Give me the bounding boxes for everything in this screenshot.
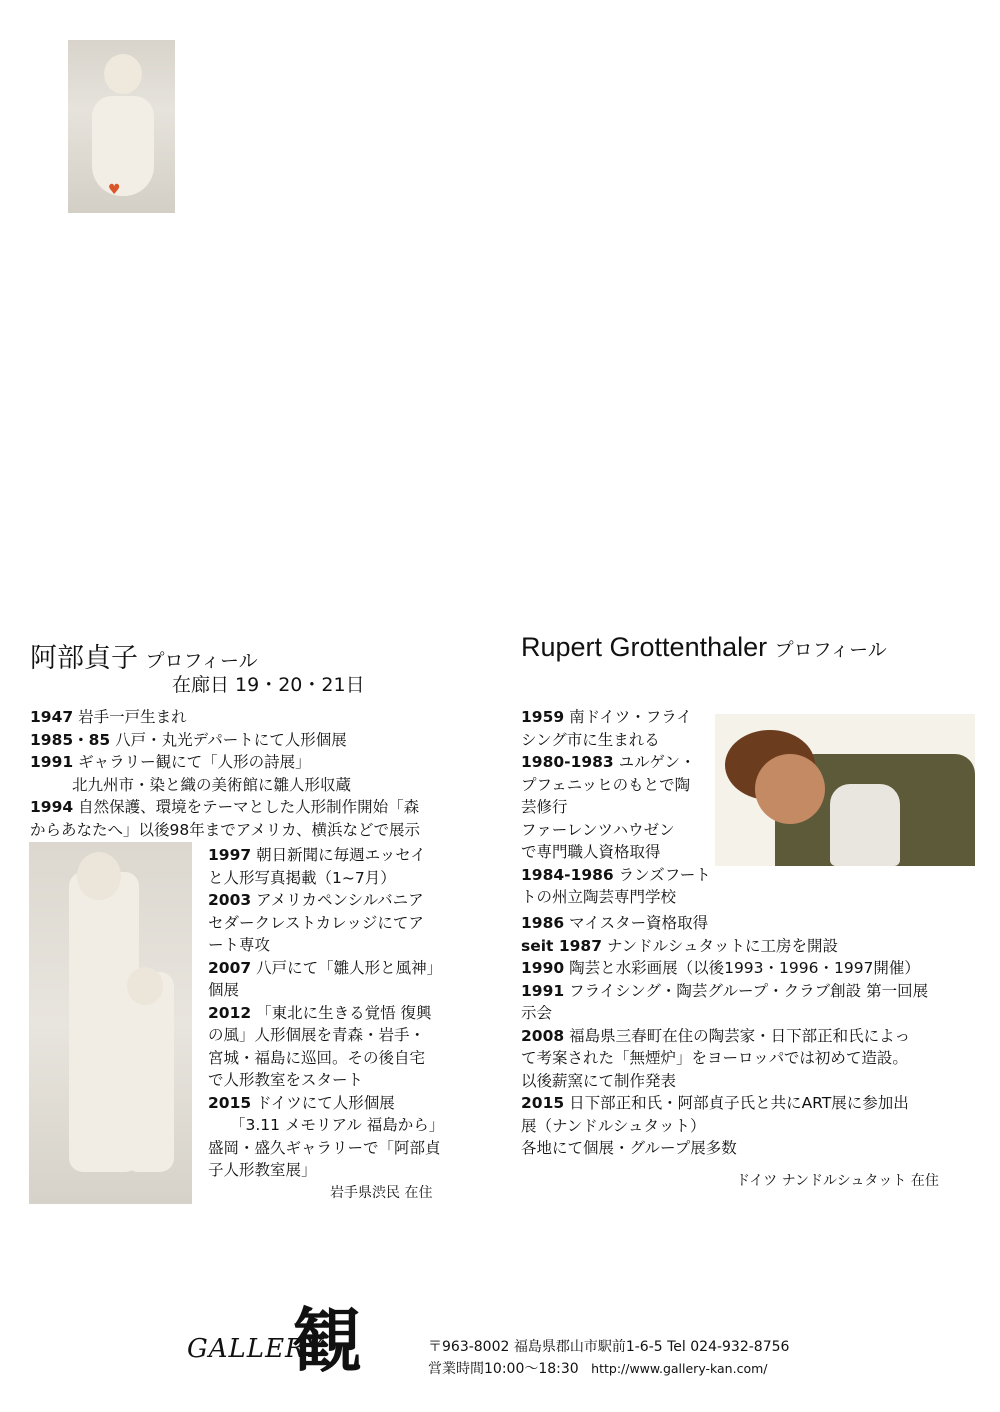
footer-hours: 営業時間10:00〜18:30 [428, 1361, 579, 1377]
list-item: 以後薪窯にて制作発表 [521, 1071, 677, 1090]
gallery-kan-char: 観 [292, 1299, 362, 1382]
right-residence: ドイツ ナンドルシュタット 在住 [736, 1173, 939, 1189]
left-profile-label: プロフィール [145, 651, 258, 672]
right-profile-heading [521, 632, 887, 663]
left-entries-top [30, 706, 420, 841]
list-item: 芸修行 [521, 798, 568, 816]
list-item: ート専攻 [208, 936, 271, 954]
right-entries-side [521, 706, 711, 909]
list-item: 1980-1983 ユルゲン・ [521, 753, 696, 771]
footer-hours-line [428, 1358, 768, 1380]
list-item: 1984-1986 ランズフート [521, 865, 711, 884]
list-item: 1994 自然保護、環境をテーマとした人形制作開始「森 [30, 798, 420, 816]
list-item: 1990 陶芸と水彩画展（以後1993・1996・1997開催） [521, 959, 920, 977]
list-item: 1991 ギャラリー観にて「人形の詩展」 [30, 753, 311, 771]
gallery-days: 在廊日 19・20・21日 [172, 674, 365, 696]
list-item: 各地にて個展・グループ展多数 [521, 1139, 737, 1157]
list-item: 1947 岩手一戸生まれ [30, 708, 187, 726]
list-item: の風」人形個展を青森・岩手・ [208, 1026, 426, 1044]
list-item: 1985・85 八戸・丸光デパートにて人形個展 [30, 730, 347, 749]
left-residence: 岩手県渋民 在住 [330, 1185, 433, 1201]
right-artist-name: Rupert Grottenthaler [521, 632, 768, 662]
right-profile-label: プロフィール [774, 640, 887, 661]
potter-photo [715, 714, 975, 866]
doll-photo-large [29, 842, 192, 1204]
list-item: 2012 「東北に生きる覚悟 復興 [208, 1003, 432, 1022]
list-item: 2003 アメリカペンシルバニア [208, 891, 424, 909]
list-item: seit 1987 ナンドルシュタットに工房を開設 [521, 936, 838, 955]
list-item: シング市に生まれる [521, 730, 660, 749]
list-item: と人形写真掲載（1~7月） [208, 868, 396, 887]
list-item: 1997 朝日新聞に毎週エッセイ [208, 846, 426, 864]
list-item: で人形教室をスタート [208, 1071, 364, 1089]
list-item: プフェニッヒのもとで陶 [521, 775, 691, 794]
list-item: 子人形教室展」 [208, 1161, 317, 1179]
list-item: 2015 日下部正和氏・阿部貞子氏と共にART展に参加出 [521, 1094, 909, 1112]
footer-address: 〒963-8002 福島県郡山市駅前1-6-5 Tel 024-932-8756 [428, 1339, 790, 1355]
gallery-word: GALLERY [187, 1334, 323, 1364]
list-item: 1991 フライシング・陶芸グループ・クラブ創設 第一回展 [521, 981, 929, 1000]
list-item: 盛岡・盛久ギャラリーで「阿部貞 [208, 1138, 441, 1157]
list-item: 「3.11 メモリアル 福島から」 [230, 1116, 445, 1134]
list-item: 2007 八戸にて「雛人形と風神」 [208, 958, 443, 977]
list-item: 宮城・福島に巡回。その後自宅 [208, 1048, 426, 1067]
list-item: 1959 南ドイツ・フライ [521, 708, 692, 726]
list-item: 2008 福島県三春町在住の陶芸家・日下部正和氏によっ [521, 1026, 911, 1045]
list-item: で専門職人資格取得 [521, 843, 661, 861]
list-item: 1986 マイスター資格取得 [521, 914, 709, 932]
list-item: ファーレンツハウゼン [521, 820, 675, 839]
list-item: 個展 [208, 981, 240, 999]
left-artist-name: 阿部貞子 [30, 643, 138, 673]
list-item: 展（ナンドルシュタット） [521, 1116, 706, 1135]
gallery-logo [187, 1298, 387, 1384]
doll-photo-small: ♥ [68, 40, 175, 213]
list-item: て考案された「無煙炉」をヨーロッパでは初めて造設。 [521, 1049, 908, 1067]
list-item: 示会 [521, 1004, 553, 1022]
right-entries-full [521, 912, 928, 1160]
list-item: セダークレストカレッジにてア [208, 913, 424, 932]
list-item: トの州立陶芸専門学校 [521, 888, 677, 906]
footer-url[interactable]: http://www.gallery-kan.com/ [591, 1361, 768, 1376]
list-item: からあなたへ」以後98年までアメリカ、横浜などで展示 [30, 820, 421, 839]
left-entries-side [208, 844, 444, 1182]
list-item: 2015 ドイツにて人形個展 [208, 1093, 395, 1112]
list-item: 北九州市・染と織の美術館に雛人形収蔵 [72, 775, 352, 794]
